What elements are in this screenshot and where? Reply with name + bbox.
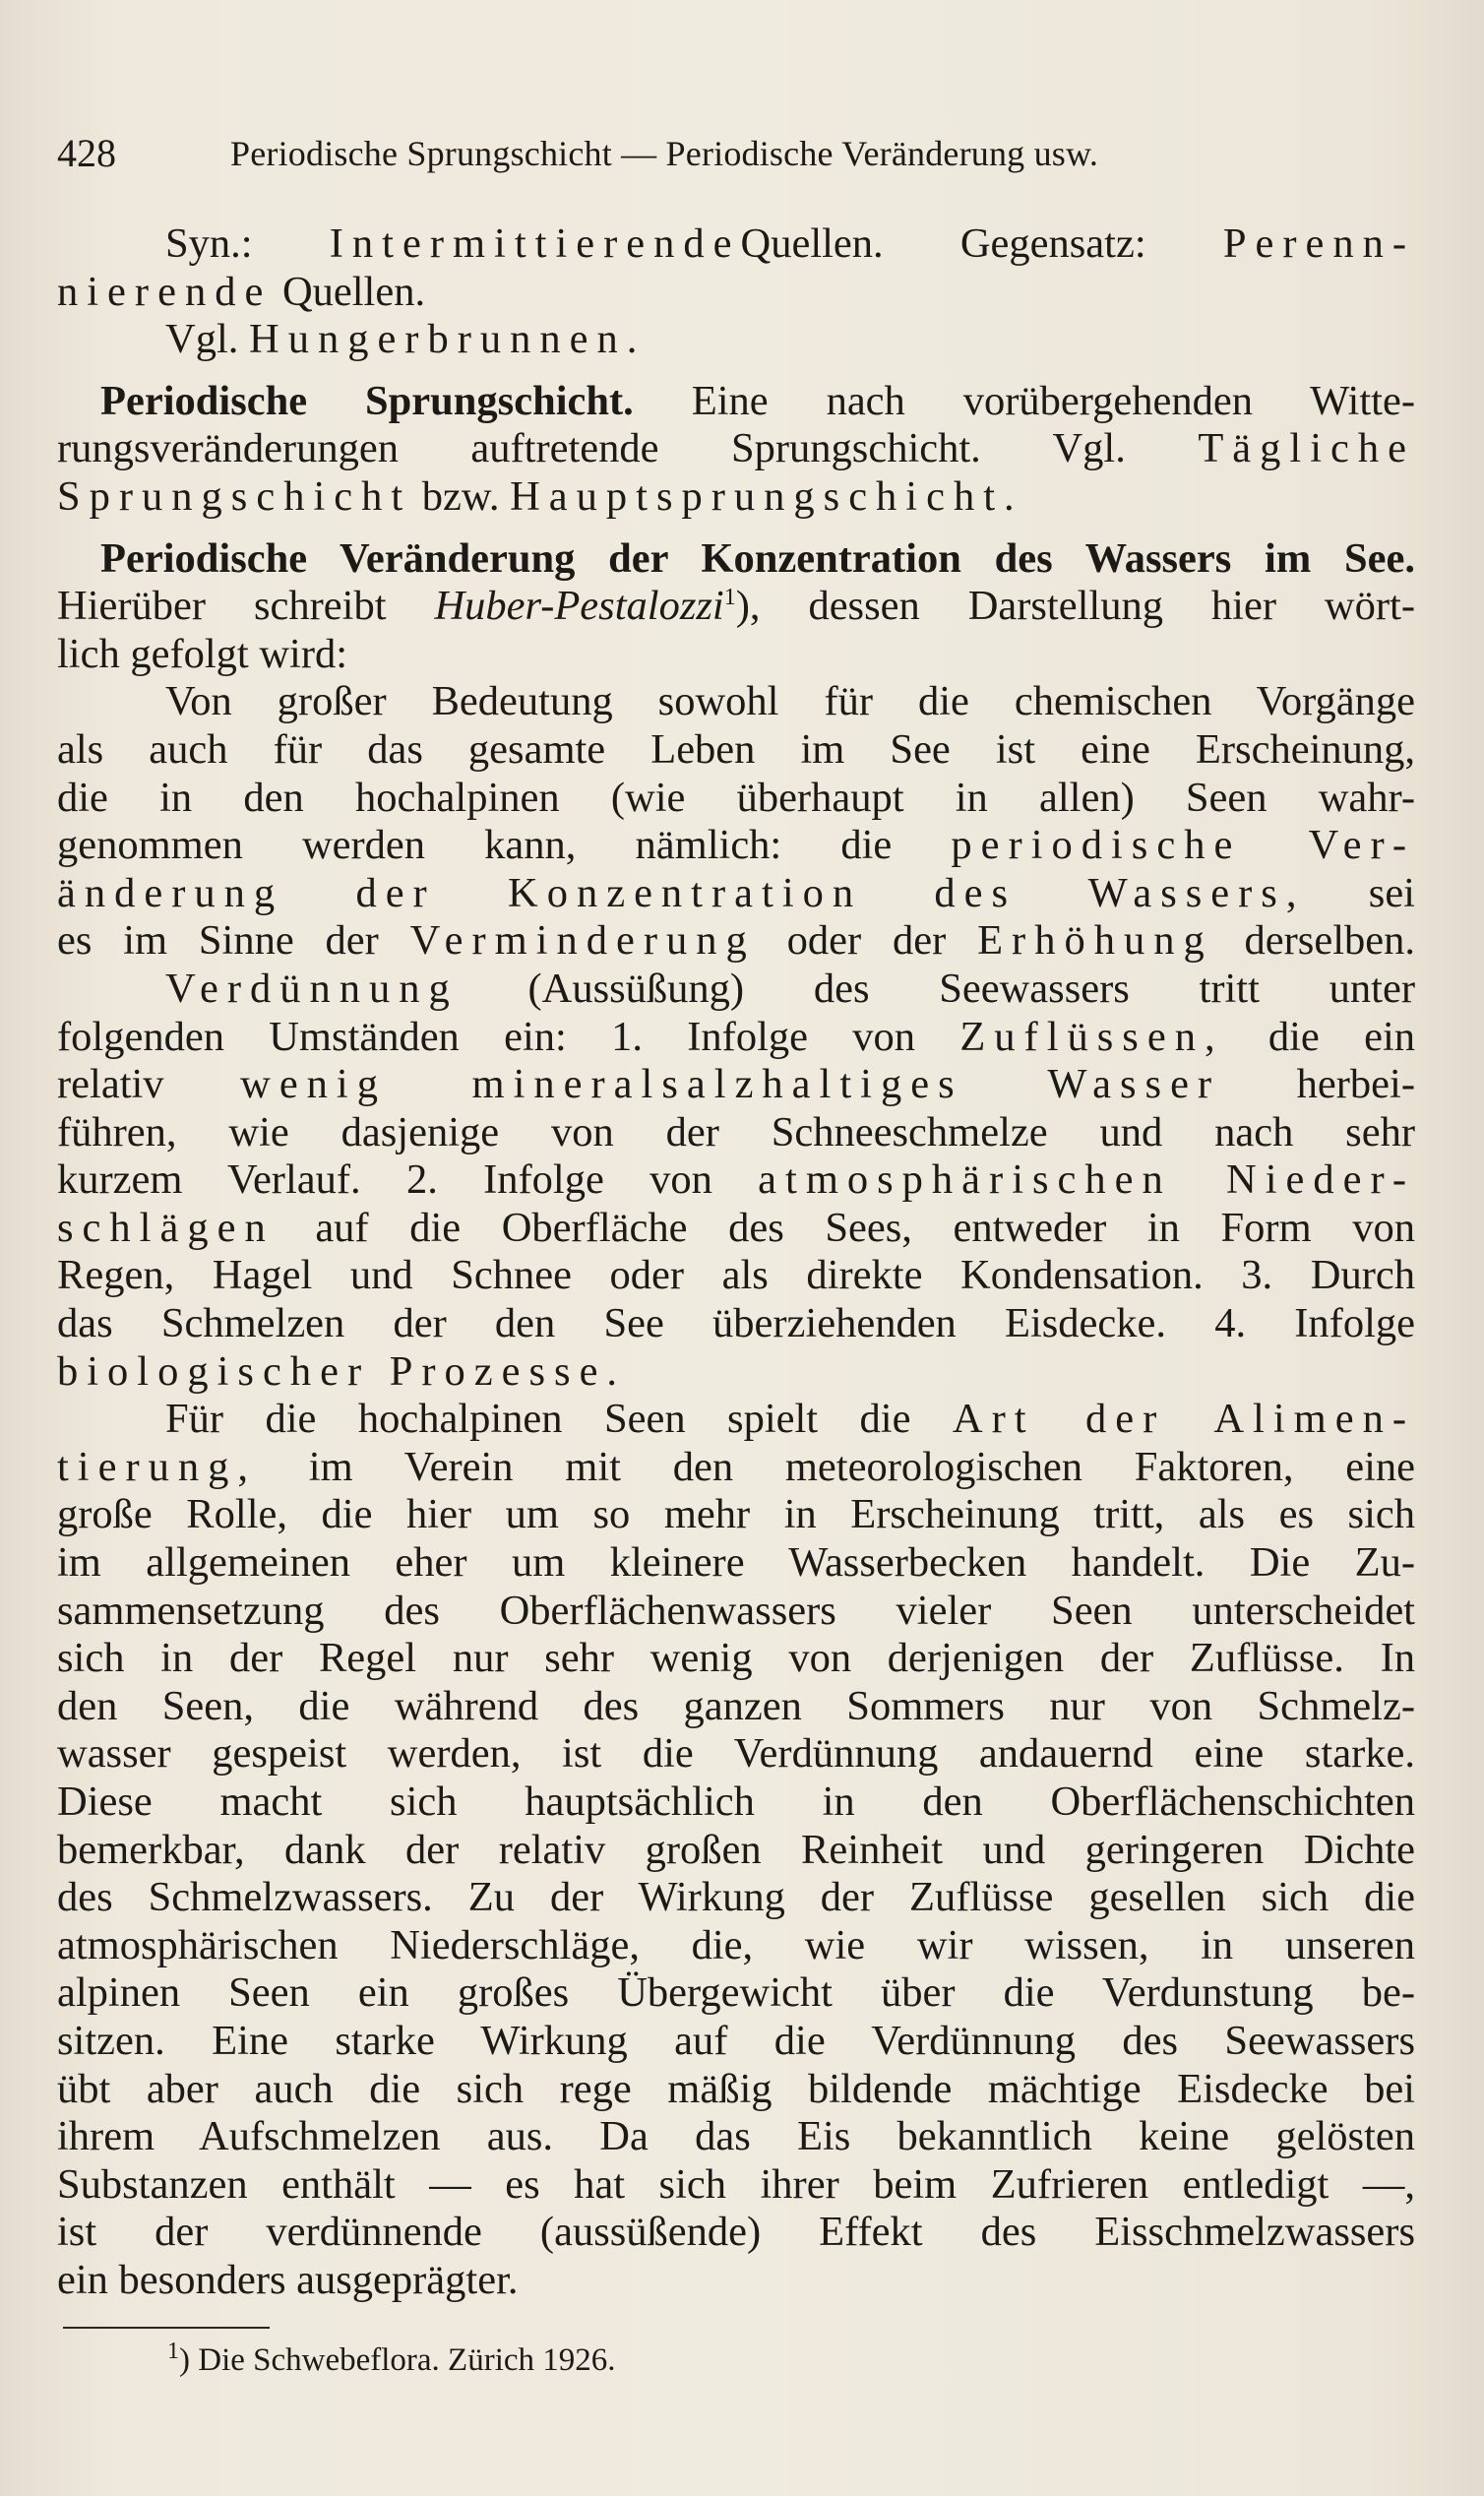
text-line: alpinen Seen ein großes Übergewicht über die Verdunstung be- <box>57 1969 1415 2017</box>
spaced-term: Hauptsprungschicht. <box>510 472 1023 520</box>
text-run: bzw. <box>411 472 511 520</box>
text-run: rungsveränderungen auftretende Sprungschicht. Vgl. <box>57 425 1199 472</box>
text-line <box>57 583 1415 631</box>
text-run: es im Sinne der <box>57 917 410 965</box>
text-line <box>57 917 1415 966</box>
spaced-term: Sprungschicht <box>57 472 412 520</box>
text-line: ihrem Aufschmelzen aus. Da das Eis bekanntlich keine gelösten <box>57 2113 1415 2160</box>
text-line <box>57 1061 1415 1109</box>
text-run: genommen werden kann, nämlich: die <box>57 822 952 869</box>
text-line <box>57 1444 1415 1492</box>
text-line: Regen, Hagel und Schnee oder als direkte Kondensation. 3. Durch <box>57 1252 1415 1299</box>
entry-heading: Periodische Veränderung der Konzentration des Wassers im See. <box>100 534 1415 582</box>
footnote-text: ) Die Schwebeflora. Zürich 1926. <box>179 2342 616 2378</box>
text-line <box>57 473 1415 522</box>
text-run: Hierüber schreibt <box>57 583 435 630</box>
author-name: Huber-Pestalozzi <box>434 583 724 630</box>
text-line: große Rolle, die hier um so mehr in Erscheinung tritt, als es sich <box>57 1491 1415 1538</box>
text-run: derselben. <box>1212 917 1415 965</box>
text-run: sei <box>1305 869 1415 916</box>
spaced-term: atmosphärischen Nieder- <box>758 1156 1415 1204</box>
body-text <box>57 220 1415 2305</box>
text-line <box>57 870 1415 918</box>
spaced-term: Intermittierende <box>329 220 741 267</box>
text-line: übt aber auch die sich rege mäßig bildende mächtige Eisdecke bei <box>57 2065 1415 2112</box>
spaced-term: schlägen <box>57 1204 275 1251</box>
text-line: im allgemeinen eher um kleinere Wasserbecken handelt. Die Zu- <box>57 1539 1415 1587</box>
spaced-term: Erhöhung <box>977 917 1213 965</box>
text-run: folgenden Umständen ein: 1. Infolge von <box>57 1013 960 1060</box>
footnote-ref: 1 <box>723 585 736 610</box>
text-line: des Schmelzwassers. Zu der Wirkung der Zuflüsse gesellen sich die <box>57 1874 1415 1921</box>
text-line <box>57 378 1415 426</box>
spaced-term: periodische Ver- <box>951 822 1415 869</box>
text-line: wasser gespeist werden, ist die Verdünnung andauernd eine starke. <box>57 1730 1415 1778</box>
text-line: Diese macht sich hauptsächlich in den Oberflächenschichten <box>57 1778 1415 1825</box>
text-line: führen, wie dasjenige von der Schneeschmelze und nach sehr <box>57 1108 1415 1155</box>
spaced-term: Zuflüssen, <box>959 1013 1224 1060</box>
entry-heading: Periodische Sprungschicht. <box>100 377 634 424</box>
spaced-term: Perenn- <box>1222 220 1415 267</box>
spaced-term: Art der Alimen- <box>952 1396 1415 1443</box>
text-line <box>57 269 1415 317</box>
text-run: auf die Oberfläche des Sees, entweder in Form von <box>274 1204 1415 1251</box>
footnote-marker: 1 <box>167 2339 179 2364</box>
text-run: Quellen. <box>272 268 426 315</box>
text-line <box>57 1156 1415 1205</box>
text-line <box>57 316 1415 364</box>
text-line <box>57 1205 1415 1253</box>
text-line <box>57 425 1415 473</box>
spaced-term: wenig mineralsalzhaltiges Wasser <box>240 1061 1221 1108</box>
text-run: Syn.: <box>165 220 330 267</box>
text-line <box>57 535 1415 584</box>
text-run: ), dessen Darstellung hier wört- <box>735 583 1415 630</box>
text-line: Von großer Bedeutung sowohl für die chemischen Vorgänge <box>165 678 1415 725</box>
text-run: Vgl. <box>165 316 249 363</box>
text-line: die in den hochalpinen (wie überhaupt in allen) Seen wahr- <box>57 774 1415 821</box>
text-run: Eine nach vorübergehenden Witte- <box>633 377 1415 424</box>
text-line <box>57 220 1415 269</box>
text-run: relativ <box>57 1061 241 1108</box>
text-line: ein besonders ausgeprägter. <box>57 2256 519 2303</box>
text-line: das Schmelzen der den See überziehenden Eisdecke. 4. Infolge <box>57 1300 1415 1347</box>
text-line <box>57 822 1415 870</box>
text-line: sammensetzung des Oberflächenwassers vieler Seen unterscheidet <box>57 1587 1415 1634</box>
text-line: den Seen, die während des ganzen Sommers nur von Schmelz- <box>57 1682 1415 1729</box>
text-line <box>57 1348 1415 1397</box>
text-line: lich gefolgt wird: <box>57 630 348 677</box>
spaced-term: nierende <box>57 268 273 315</box>
text-line: ist der verdünnende (aussüßende) Effekt des Eisschmelzwassers <box>57 2209 1415 2256</box>
spaced-term: Tägliche <box>1198 425 1415 472</box>
text-run: (Aussüßung) des Seewassers tritt unter <box>458 965 1415 1012</box>
footnote-divider <box>63 2327 270 2329</box>
text-line: bemerkbar, dank der relativ großen Reinheit und geringeren Dichte <box>57 1826 1415 1873</box>
text-line: Substanzen enthält — es hat sich ihrer beim Zufrieren entledigt —, <box>57 2160 1415 2208</box>
spaced-term: tierung, <box>57 1443 258 1490</box>
spaced-term: Hungerbrunnen. <box>249 316 647 363</box>
text-run: oder der <box>755 917 978 965</box>
spaced-term: änderung der Konzentration des Wassers, <box>57 869 1306 916</box>
text-run: im Verein mit den meteorologischen Faktoren, eine <box>257 1443 1415 1490</box>
text-line <box>57 1014 1415 1062</box>
text-run: Für die hochalpinen Seen spielt die <box>165 1396 953 1443</box>
running-head <box>57 130 1425 177</box>
footnote <box>167 2339 616 2382</box>
running-title: Periodische Sprungschicht — Periodische Veränderung usw. <box>230 134 1099 173</box>
text-run: die ein <box>1223 1013 1415 1060</box>
text-line <box>57 1396 1415 1444</box>
text-run: kurzem Verlauf. 2. Infolge von <box>57 1156 759 1204</box>
text-line <box>57 966 1415 1014</box>
text-line: atmosphärischen Niederschläge, die, wie wir wissen, in unseren <box>57 1921 1415 1968</box>
text-line: sitzen. Eine starke Wirkung auf die Verdünnung des Seewassers <box>57 2017 1415 2064</box>
text-line: sich in der Regel nur sehr wenig von derjenigen der Zuflüsse. In <box>57 1635 1415 1682</box>
text-run: Quellen. Gegensatz: <box>740 220 1223 267</box>
text-line: als auch für das gesamte Leben im See ist eine Erscheinung, <box>57 725 1415 773</box>
page-number: 428 <box>57 131 116 175</box>
spaced-term: biologischer Prozesse. <box>57 1347 627 1395</box>
spaced-term: Verminderung <box>409 917 756 965</box>
text-run: herbei- <box>1220 1061 1415 1108</box>
spaced-term: Verdünnung <box>165 965 459 1012</box>
